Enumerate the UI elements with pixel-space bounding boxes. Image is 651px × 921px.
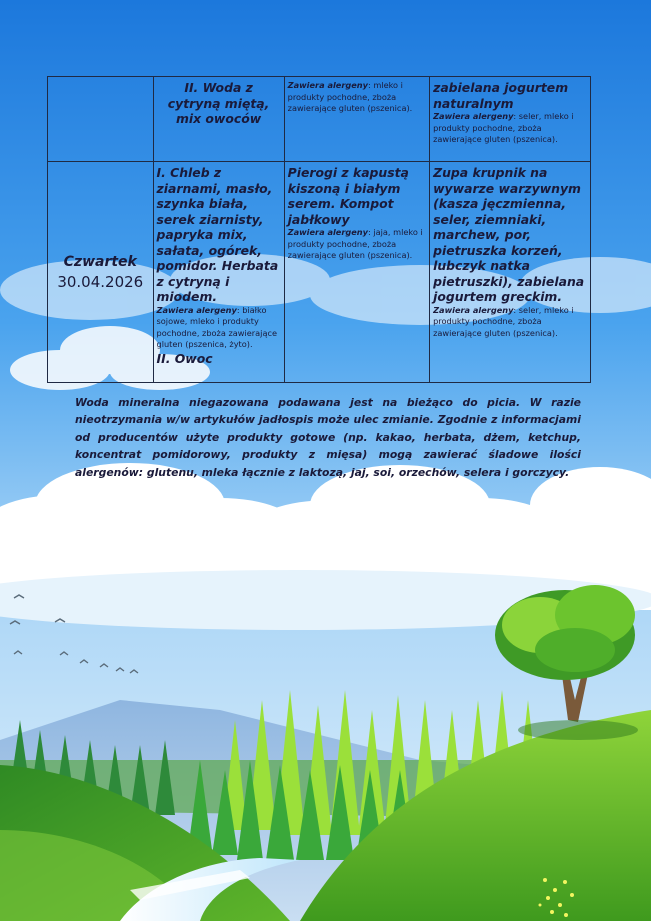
lunch-cell [284, 162, 429, 383]
allergen-list: : białko sojowe, mleko i produkty pochodne, zboża zawierające gluten (pszenica, żyto). [156, 304, 278, 349]
day-cell [48, 162, 154, 383]
allergen-label: Zawiera alergeny [156, 304, 237, 315]
day-name: Czwartek [63, 254, 137, 270]
breakfast-text: I. Chleb z ziarnami, masło, szynka biała, serek ziarnisty, papryka mix, sałata, ogórek, pomidor. Herbata z cytryną i miodem. [156, 165, 279, 304]
allergen-list: : mleko i produkty pochodne, zboża zawierające gluten (pszenica). [287, 80, 413, 113]
table-row [48, 162, 591, 383]
dinner-text: Zupa krupnik na wywarze warzywnym (kasza jęczmienna, seler, ziemniaki, marchew, por, pietruszka korzeń, lubczyk natka pietruszki), zabielana jogurtem greckim. [433, 165, 585, 304]
lunch-text: Pierogi z kapustą kiszoną i białym serem. Kompot jabłkowy [287, 165, 409, 227]
allergen-note [157, 305, 281, 351]
allergen-label: Zawiera alergeny [433, 111, 514, 121]
allergen-note [433, 111, 587, 146]
breakfast-extra: II. Owoc [156, 350, 213, 366]
breakfast-cell [153, 162, 284, 383]
dinner-cell [430, 162, 591, 383]
allergen-note [433, 305, 587, 340]
allergen-label: Zawiera alergeny [287, 227, 368, 237]
table-row [48, 77, 591, 162]
breakfast-text: II. Woda z cytryną miętą, mix owoców [167, 80, 270, 126]
footer-note: Woda mineralna niegazowana podawana jest na bieżąco do picia. W razie nieotrzymania w/w artykułów jadłospis może ulec zmianie. Zgodnie z informacjami od producentów użyte produkty gotowe (np. kakao, herbata, dżem, ketchup, koncentrat pomidorowy, produkty z mięsa) mogą zawierać śladowe ilości alergenów: glutenu, mleka łącznie z laktozą, jaj, soi, orzechów, selera i gorczycy. [75, 396, 581, 479]
allergen-note [288, 227, 426, 262]
menu-table [47, 76, 591, 383]
dinner-cell [430, 77, 591, 162]
allergen-label: Zawiera alergeny [287, 80, 368, 90]
allergen-label: Zawiera alergeny [433, 304, 514, 315]
day-cell [48, 77, 154, 162]
lunch-cell [284, 77, 429, 162]
breakfast-cell [153, 77, 284, 162]
allergen-note [288, 80, 426, 115]
allergen-list: : seler, mleko i produkty pochodne, zboża zawierające gluten (pszenica). [433, 111, 574, 144]
day-date: 30.04.2026 [57, 273, 144, 291]
allergen-list: : seler, mleko i produkty pochodne, zboża zawierające gluten (pszenica). [433, 304, 574, 338]
dinner-text: zabielana jogurtem naturalnym [433, 80, 569, 111]
allergen-list: : jaja, mleko i produkty pochodne, zboża zawierające gluten (pszenica). [287, 227, 423, 260]
